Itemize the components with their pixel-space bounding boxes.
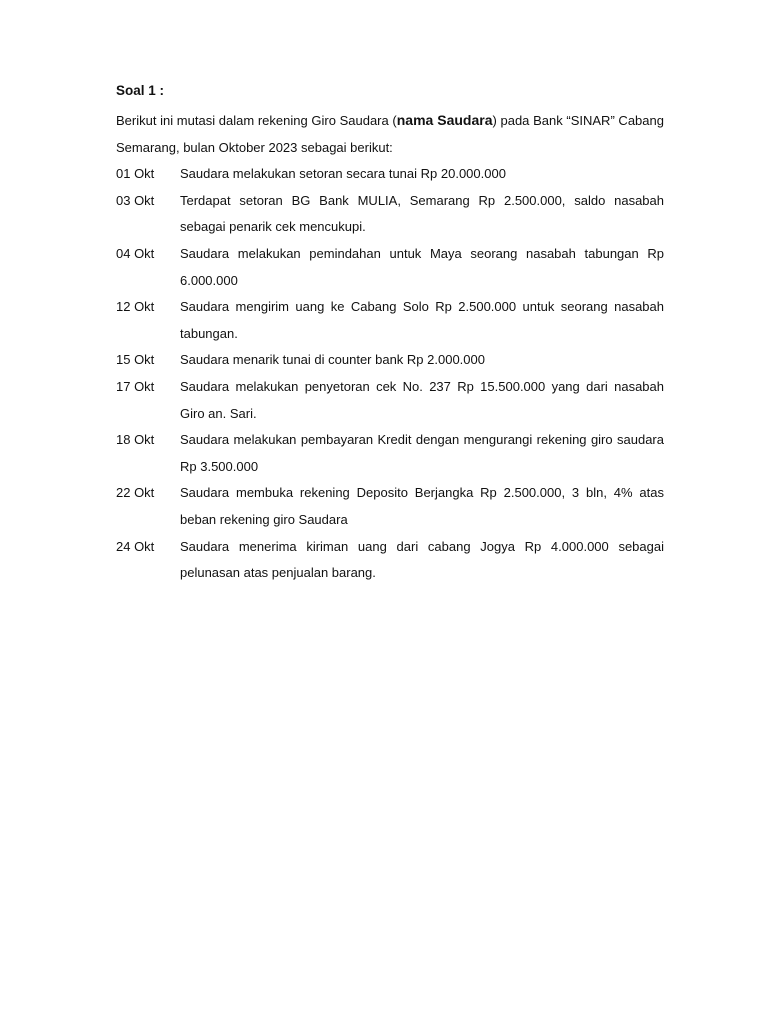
transaction-description: Saudara membuka rekening Deposito Berjangka Rp 2.500.000, 3 bln, 4% atas beban rekening giro Saudara bbox=[180, 485, 664, 527]
transaction-entry bbox=[116, 374, 664, 427]
transaction-date: 22 Okt bbox=[116, 485, 155, 501]
transaction-entry bbox=[116, 534, 664, 587]
intro-text-after: ) pada Bank “SINAR” Cabang Semarang, bulan Oktober 2023 sebagai berikut: bbox=[116, 113, 664, 155]
transaction-description: Saudara melakukan setoran secara tunai Rp 20.000.000 bbox=[180, 166, 506, 182]
transaction-date: 01 Okt bbox=[116, 166, 155, 182]
transaction-date: 24 Okt bbox=[116, 538, 155, 554]
transaction-entry bbox=[116, 161, 664, 188]
transaction-list bbox=[116, 161, 664, 587]
transaction-description: Saudara mengirim uang ke Cabang Solo Rp 2.500.000 untuk seorang nasabah tabungan. bbox=[180, 299, 664, 341]
transaction-description: Saudara menarik tunai di counter bank Rp 2.000.000 bbox=[180, 352, 485, 368]
transaction-date: 04 Okt bbox=[116, 245, 155, 261]
transaction-date: 15 Okt bbox=[116, 352, 155, 368]
transaction-entry bbox=[116, 241, 664, 294]
transaction-date: 18 Okt bbox=[116, 432, 155, 448]
transaction-description: Saudara melakukan pembayaran Kredit dengan mengurangi rekening giro saudara Rp 3.500.000 bbox=[180, 432, 664, 474]
transaction-entry bbox=[116, 347, 664, 374]
transaction-entry bbox=[116, 188, 664, 241]
transaction-entry bbox=[116, 480, 664, 533]
document-content bbox=[116, 82, 664, 587]
transaction-description: Saudara melakukan penyetoran cek No. 237 Rp 15.500.000 yang dari nasabah Giro an. Sari. bbox=[180, 378, 664, 421]
intro-text-before: Berikut ini mutasi dalam rekening Giro Saudara ( bbox=[116, 113, 397, 128]
intro-text-bold: nama Saudara bbox=[396, 112, 493, 128]
transaction-entry bbox=[116, 427, 664, 480]
transaction-date: 03 Okt bbox=[116, 192, 155, 208]
transaction-description: Terdapat setoran BG Bank MULIA, Semarang Rp 2.500.000, saldo nasabah sebagai penarik cek mencukupi. bbox=[180, 192, 664, 235]
transaction-description: Saudara menerima kiriman uang dari cabang Jogya Rp 4.000.000 sebagai pelunasan atas penjualan barang. bbox=[180, 538, 664, 581]
transaction-date: 17 Okt bbox=[116, 378, 155, 394]
transaction-entry bbox=[116, 294, 664, 347]
transaction-date: 12 Okt bbox=[116, 299, 155, 315]
transaction-description: Saudara melakukan pemindahan untuk Maya seorang nasabah tabungan Rp 6.000.000 bbox=[180, 245, 664, 288]
intro-paragraph bbox=[116, 107, 664, 161]
question-heading: Soal 1 : bbox=[116, 83, 165, 98]
